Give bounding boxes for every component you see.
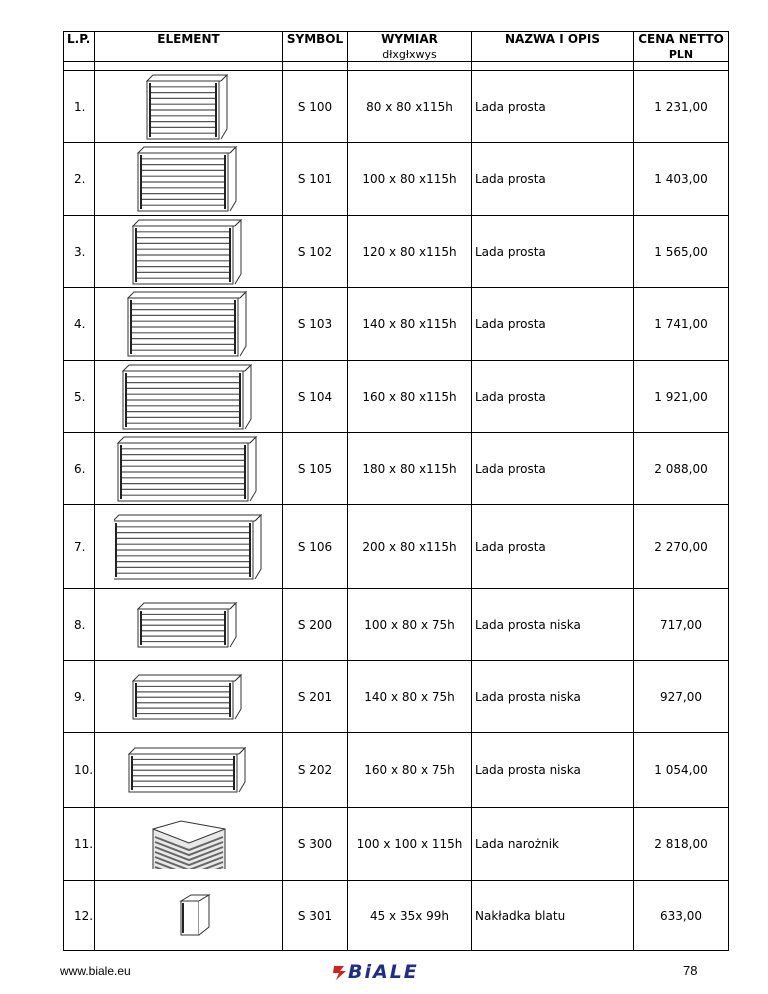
row-symbol: S 202 <box>283 733 348 808</box>
row-symbol: S 104 <box>283 361 348 433</box>
row-price: 2 088,00 <box>634 433 729 505</box>
header-cena-sub: PLN <box>668 48 694 61</box>
counter-drawing <box>95 73 282 141</box>
row-symbol: S 200 <box>283 589 348 661</box>
row-name: Lada prosta <box>472 216 634 288</box>
row-lp: 2. <box>64 143 95 216</box>
counter-drawing <box>95 218 282 286</box>
header-element: ELEMENT <box>95 32 283 62</box>
row-price: 1 403,00 <box>634 143 729 216</box>
row-element-drawing <box>95 881 283 951</box>
row-symbol: S 102 <box>283 216 348 288</box>
row-symbol: S 300 <box>283 808 348 881</box>
row-name: Nakładka blatu <box>472 881 634 951</box>
counter-drawing <box>95 745 282 795</box>
footer-url: www.biale.eu <box>60 964 131 978</box>
logo-text: BiALE <box>348 961 419 983</box>
table-row <box>64 881 729 951</box>
row-lp: 5. <box>64 361 95 433</box>
table-row <box>64 505 729 589</box>
header-spacer <box>64 62 729 71</box>
header-symbol: SYMBOL <box>283 32 348 62</box>
counter-drawing <box>95 145 282 213</box>
row-element-drawing <box>95 216 283 288</box>
row-element-drawing <box>95 433 283 505</box>
table-row <box>64 733 729 808</box>
header-nazwa: NAZWA I OPIS <box>472 32 634 62</box>
header-wymiar-sub: dłxgłxwys <box>382 48 437 61</box>
row-lp: 7. <box>64 505 95 589</box>
row-price: 927,00 <box>634 661 729 733</box>
row-dimensions: 100 x 80 x 75h <box>348 589 472 661</box>
table-row <box>64 433 729 505</box>
row-symbol: S 101 <box>283 143 348 216</box>
header-row <box>64 32 729 62</box>
row-symbol: S 106 <box>283 505 348 589</box>
row-dimensions: 120 x 80 x115h <box>348 216 472 288</box>
header-wymiar-label: WYMIAR <box>381 32 438 46</box>
row-dimensions: 160 x 80 x115h <box>348 361 472 433</box>
row-price: 1 921,00 <box>634 361 729 433</box>
row-lp: 1. <box>64 71 95 143</box>
row-price: 1 231,00 <box>634 71 729 143</box>
header-cena <box>634 32 729 62</box>
row-dimensions: 140 x 80 x115h <box>348 288 472 361</box>
counter-drawing <box>95 600 282 650</box>
row-lp: 9. <box>64 661 95 733</box>
row-dimensions: 80 x 80 x115h <box>348 71 472 143</box>
row-element-drawing <box>95 288 283 361</box>
row-symbol: S 100 <box>283 71 348 143</box>
header-cena-label: CENA NETTO <box>638 32 724 46</box>
row-symbol: S 105 <box>283 433 348 505</box>
table-row <box>64 661 729 733</box>
row-symbol: S 201 <box>283 661 348 733</box>
row-lp: 11. <box>64 808 95 881</box>
row-lp: 8. <box>64 589 95 661</box>
row-dimensions: 200 x 80 x115h <box>348 505 472 589</box>
counter-drawing <box>95 513 282 581</box>
table-row <box>64 143 729 216</box>
counter-drawing <box>95 672 282 722</box>
page-number: 78 <box>683 963 698 978</box>
row-price: 1 741,00 <box>634 288 729 361</box>
biale-logo <box>330 958 436 984</box>
row-name: Lada prosta <box>472 433 634 505</box>
table-row <box>64 71 729 143</box>
header-wymiar <box>348 32 472 62</box>
row-price: 717,00 <box>634 589 729 661</box>
row-element-drawing <box>95 808 283 881</box>
row-name: Lada prosta <box>472 288 634 361</box>
price-table <box>63 31 729 951</box>
table-row <box>64 216 729 288</box>
table-row <box>64 808 729 881</box>
row-name: Lada prosta niska <box>472 733 634 808</box>
row-lp: 6. <box>64 433 95 505</box>
row-name: Lada prosta <box>472 71 634 143</box>
row-name: Lada prosta <box>472 505 634 589</box>
row-lp: 3. <box>64 216 95 288</box>
row-dimensions: 45 x 35x 99h <box>348 881 472 951</box>
counter-drawing <box>95 819 282 869</box>
row-name: Lada prosta niska <box>472 661 634 733</box>
row-element-drawing <box>95 361 283 433</box>
row-symbol: S 103 <box>283 288 348 361</box>
row-element-drawing <box>95 733 283 808</box>
counter-drawing <box>95 891 282 941</box>
table-row <box>64 288 729 361</box>
row-price: 2 818,00 <box>634 808 729 881</box>
row-name: Lada prosta <box>472 361 634 433</box>
header-lp: L.P. <box>64 32 95 62</box>
row-dimensions: 100 x 80 x115h <box>348 143 472 216</box>
row-lp: 10. <box>64 733 95 808</box>
row-dimensions: 160 x 80 x 75h <box>348 733 472 808</box>
counter-drawing <box>95 363 282 431</box>
row-name: Lada prosta niska <box>472 589 634 661</box>
counter-drawing <box>95 290 282 358</box>
row-dimensions: 140 x 80 x 75h <box>348 661 472 733</box>
row-price: 2 270,00 <box>634 505 729 589</box>
table-row <box>64 589 729 661</box>
row-lp: 12. <box>64 881 95 951</box>
row-dimensions: 180 x 80 x115h <box>348 433 472 505</box>
row-price: 1 565,00 <box>634 216 729 288</box>
row-lp: 4. <box>64 288 95 361</box>
row-price: 1 054,00 <box>634 733 729 808</box>
counter-drawing <box>95 435 282 503</box>
row-name: Lada narożnik <box>472 808 634 881</box>
row-price: 633,00 <box>634 881 729 951</box>
row-element-drawing <box>95 589 283 661</box>
table-row <box>64 361 729 433</box>
row-dimensions: 100 x 100 x 115h <box>348 808 472 881</box>
row-element-drawing <box>95 661 283 733</box>
row-element-drawing <box>95 71 283 143</box>
row-element-drawing <box>95 143 283 216</box>
row-name: Lada prosta <box>472 143 634 216</box>
row-element-drawing <box>95 505 283 589</box>
row-symbol: S 301 <box>283 881 348 951</box>
